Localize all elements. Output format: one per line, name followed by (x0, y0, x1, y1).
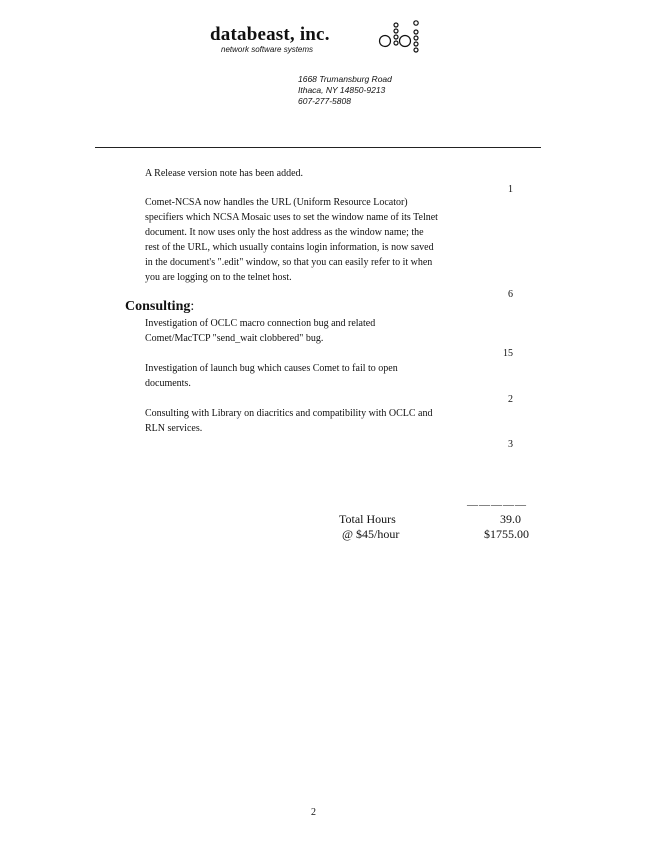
entry-line: Comet/MacTCP "send_wait clobbered" bug. (145, 333, 324, 344)
header-divider (95, 147, 541, 148)
section-heading-consulting (125, 299, 194, 315)
entry-line: you are logging on to the telnet host. (145, 272, 292, 283)
entry-line: specifiers which NCSA Mosaic uses to set the window name of its Telnet (145, 212, 438, 223)
hourly-rate-label: @ $45/hour (342, 527, 400, 541)
totals-separator: ————— (467, 499, 527, 511)
entry-line: document. It now uses only the host address as the window name; the (145, 227, 424, 238)
section-heading-text: Consulting (125, 299, 191, 314)
entry-line: Consulting with Library on diacritics and compatibility with OCLC and (145, 408, 433, 419)
address-street: 1668 Trumansburg Road (298, 74, 392, 84)
entry-line: RLN services. (145, 423, 203, 434)
company-name: databeast, inc. (210, 24, 330, 45)
entry-hours: 1 (508, 184, 513, 195)
company-logo-icon (376, 20, 424, 54)
entry-line: documents. (145, 378, 191, 389)
entry-line: Comet-NCSA now handles the URL (Uniform Resource Locator) (145, 197, 408, 208)
total-hours-value: 39.0 (500, 512, 521, 526)
total-amount-value: $1755.00 (484, 527, 529, 541)
entry-hours: 3 (508, 439, 513, 450)
entry-line: A Release version note has been added. (145, 168, 304, 179)
page-number: 2 (311, 807, 316, 818)
entry-hours: 15 (503, 348, 513, 359)
entry-line: in the document's ".edit" window, so that you can easily refer to it when (145, 257, 433, 268)
entry-line: Investigation of launch bug which causes Comet to fail to open (145, 363, 398, 374)
address-city: Ithaca, NY 14850-9213 (298, 85, 386, 95)
entry-line: Investigation of OCLC macro connection bug and related (145, 318, 376, 329)
entry-line: rest of the URL, which usually contains login information, is now saved (145, 242, 434, 253)
entry-hours: 6 (508, 289, 513, 300)
section-heading-colon: : (190, 299, 195, 314)
entry-hours: 2 (508, 394, 513, 405)
address-phone: 607-277-5808 (298, 96, 351, 106)
total-hours-label: Total Hours (339, 512, 396, 526)
company-tagline: network software systems (221, 45, 314, 54)
